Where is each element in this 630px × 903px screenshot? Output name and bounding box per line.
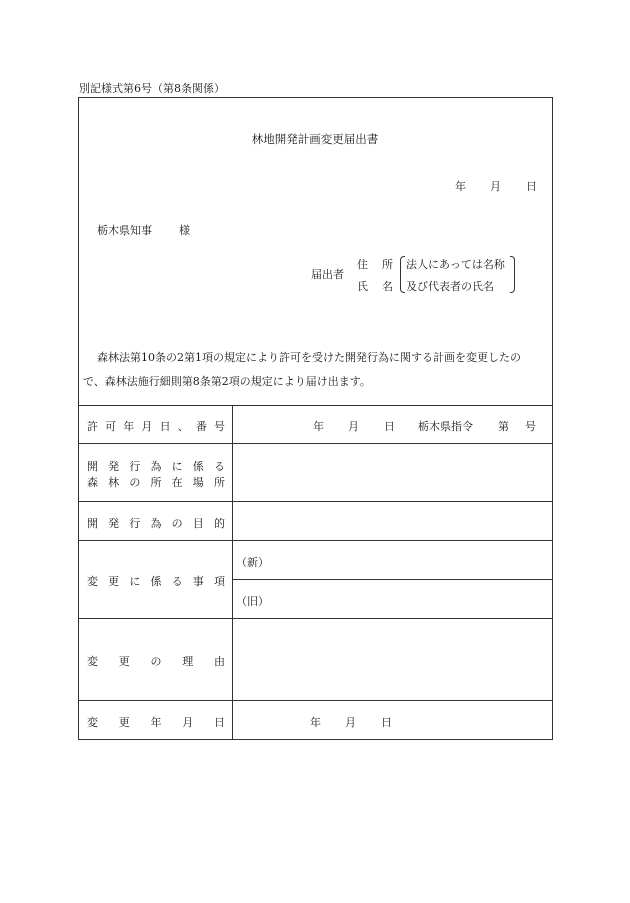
permit-directive: 栃木県指令 [418,420,473,433]
frame-left-border [78,97,79,740]
frame-right-border [552,97,553,740]
permit-day: 日 [384,420,395,433]
address-label: 住 所 [357,258,393,271]
corp-note-line-2: 及び代表者の氏名 [406,280,494,293]
form-title: 林地開発計画変更届出書 [251,132,379,146]
body-text-line-2: で、森林法施行細則第8条第2項の規定により届け出ます。 [83,375,371,388]
addressee-suffix: 様 [179,224,190,237]
change-old-label: （旧） [236,595,269,608]
row-divider [78,501,552,502]
row-divider-new-old [232,579,552,580]
permit-month: 月 [348,420,359,433]
corp-note-line-1: 法人にあっては名称 [406,258,505,271]
date-day-label: 日 [526,180,537,193]
form-number-label: 別記様式第6号（第8条関係） [79,82,225,95]
permit-label: 許 可 年 月 日 、 番 号 [87,420,225,433]
corp-note-left-bracket [400,256,405,293]
table-top-border [78,405,552,406]
permit-go: 号 [525,420,536,433]
frame-top-border [78,97,552,98]
row-divider [78,540,552,541]
change-date-year: 年 [310,716,321,729]
row-divider [78,443,552,444]
row-divider [78,700,552,701]
column-divider [232,405,233,739]
location-label-line-2: 森 林 の 所 在 場 所 [87,476,225,489]
change-matters-label: 変 更 に 係 る 事 項 [87,575,225,588]
date-month-label: 月 [490,180,501,193]
change-new-label: （新） [236,556,269,569]
name-label: 氏 名 [357,280,393,293]
reason-label: 変 更 の 理 由 [87,655,225,668]
change-date-day: 日 [381,716,392,729]
corp-note-right-bracket [510,256,515,293]
date-year-label: 年 [455,180,466,193]
purpose-label: 開 発 行 為 の 目 的 [87,517,225,530]
applicant-label: 届出者 [311,268,344,281]
change-date-month: 月 [345,716,356,729]
body-text-line-1: 森林法第10条の2第1項の規定により許可を受けた開発行為に関する計画を変更したの [97,351,521,364]
permit-year: 年 [313,420,324,433]
change-date-label: 変 更 年 月 日 [87,716,225,729]
permit-dai: 第 [498,420,509,433]
frame-bottom-border [78,739,552,740]
addressee: 栃木県知事 [97,224,152,237]
location-label-line-1: 開 発 行 為 に 係 る [87,460,225,473]
row-divider [78,618,552,619]
